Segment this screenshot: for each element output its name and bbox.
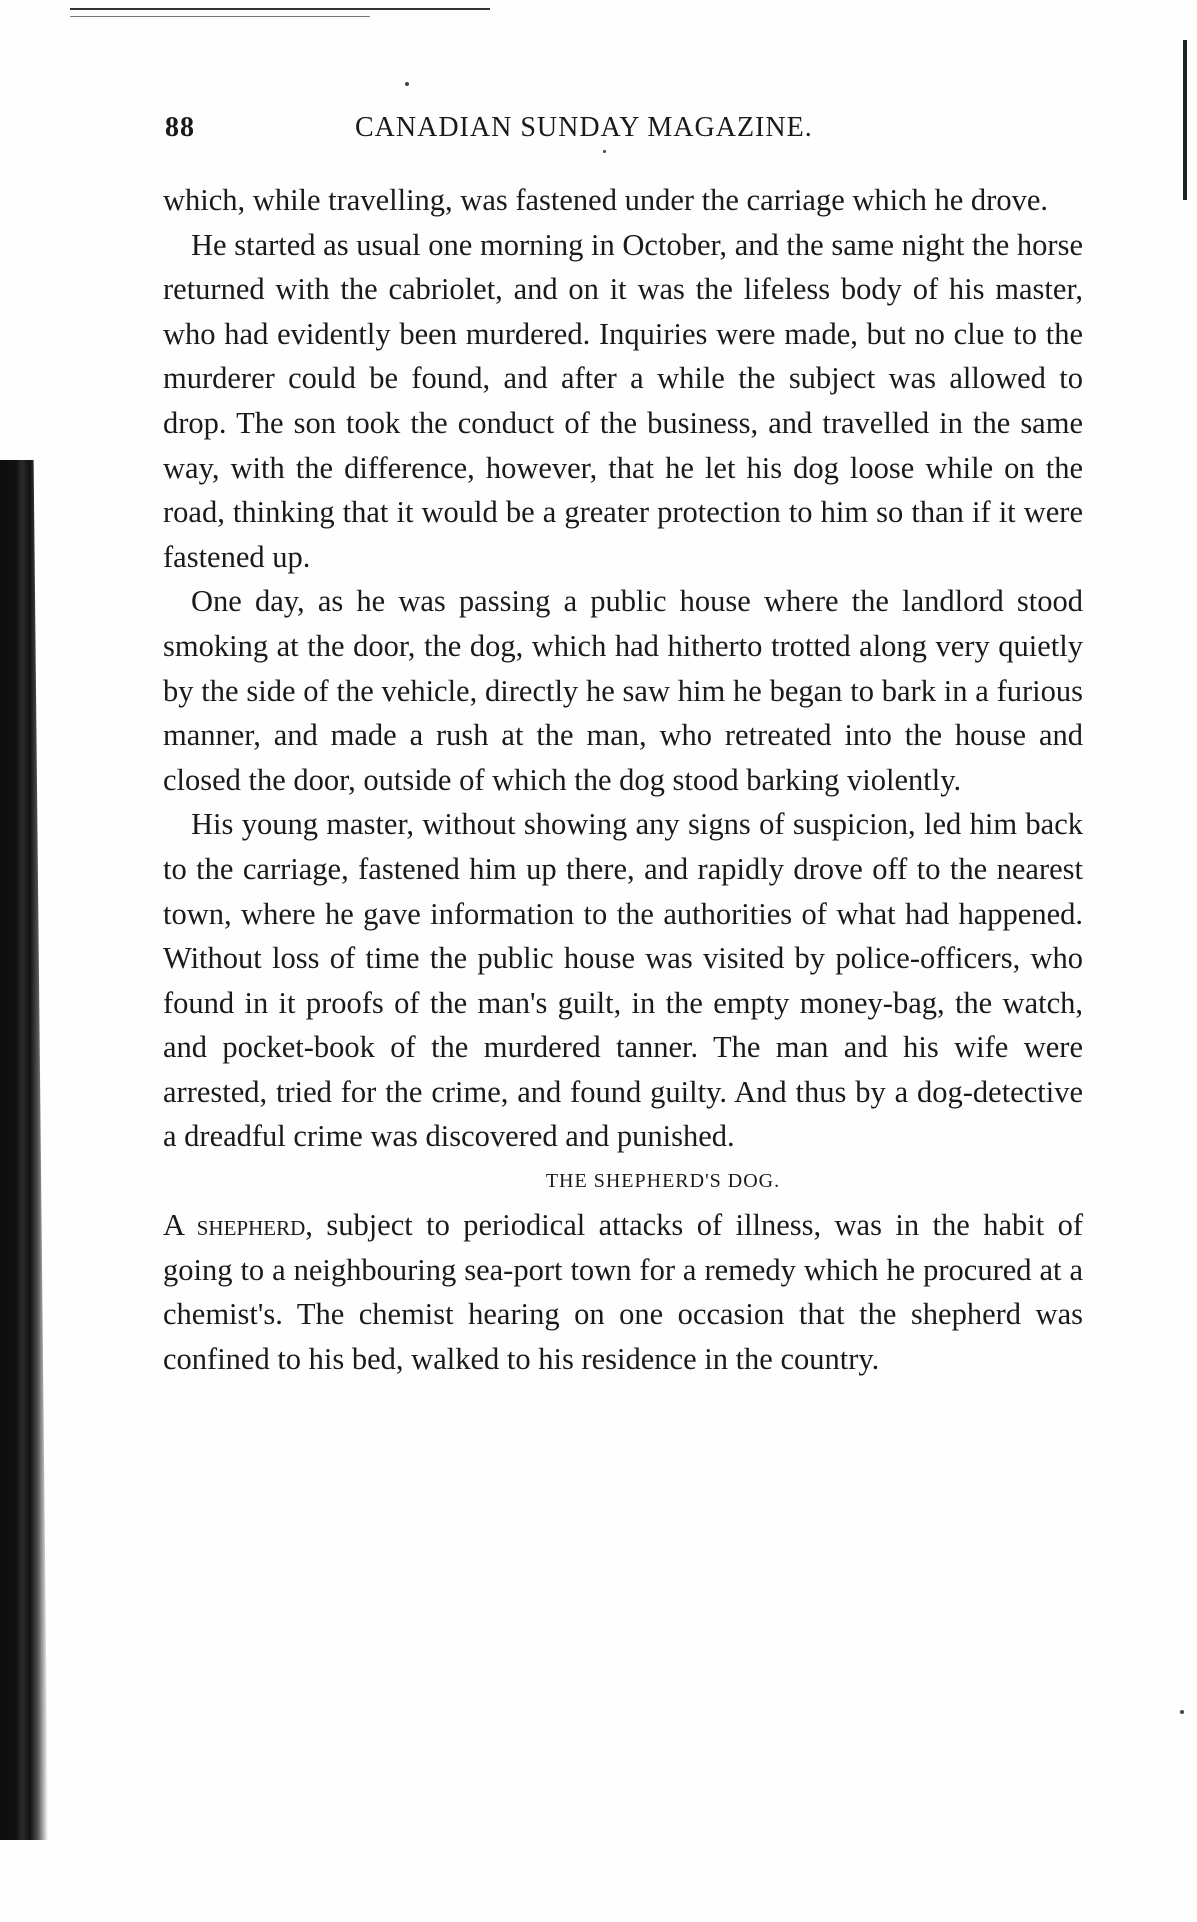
scan-right-edge-mark	[1183, 40, 1187, 200]
page-number: 88	[165, 112, 195, 143]
running-title: CANADIAN SUNDAY MAGAZINE.	[355, 112, 813, 143]
section-lead-in: A shepherd,	[163, 1208, 313, 1243]
ink-speck	[1180, 1710, 1184, 1714]
paragraph: One day, as he was passing a public house where the landlord stood smoking at the door, the dog, which had hitherto trotted along very quietly by the side of the vehicle, directly he saw him he began to bark in a furious manner, and made a rush at the man, who retreated into the house and closed the door, outside of which the dog stood barking violently.	[163, 584, 1083, 797]
scan-edge-line-faint	[70, 16, 370, 17]
paragraph: He started as usual one morning in October, and the same night the horse returned with the cabriolet, and on it was the lifeless body of his master, who had evidently been murdered. Inquiries were made, but no clue to the murderer could be found, and after a while the subject was allowed to drop. The son took the conduct of the business, and travelled in the same way, with the difference, however, that he let his dog loose while on the road, thinking that it would be a greater protection to him so than if it were fastened up.	[163, 227, 1083, 574]
section-text: subject to periodical attacks of illness, was in the habit of going to a neighbouring sea-port town for a remedy which he procured at a chemist's. The chemist hearing on one occasion that the shepherd was confined to his bed, walked to his residence in the country.	[163, 1208, 1083, 1376]
ink-speck	[405, 82, 409, 86]
article-body	[163, 178, 1083, 1381]
section-paragraph	[163, 1203, 1083, 1381]
paragraph: His young master, without showing any signs of suspicion, led him back to the carriage, fastened him up there, and rapidly drove off to the nearest town, where he gave information to the authorities of what had happened. Without loss of time the public house was visited by police-officers, who found in it proofs of the man's guilt, in the empty money-bag, the watch, and pocket-book of the murdered tanner. The man and his wife were arrested, tried for the crime, and found guilty. And thus by a dog-detective a dreadful crime was discovered and punished.	[163, 807, 1083, 1154]
paragraph: which, while travelling, was fastened under the carriage which he drove.	[163, 183, 1049, 217]
scan-edge-line	[70, 8, 490, 10]
page-header	[165, 112, 1085, 152]
section-heading: THE SHEPHERD'S DOG.	[545, 1170, 781, 1193]
page-binding-shadow	[0, 460, 48, 1840]
